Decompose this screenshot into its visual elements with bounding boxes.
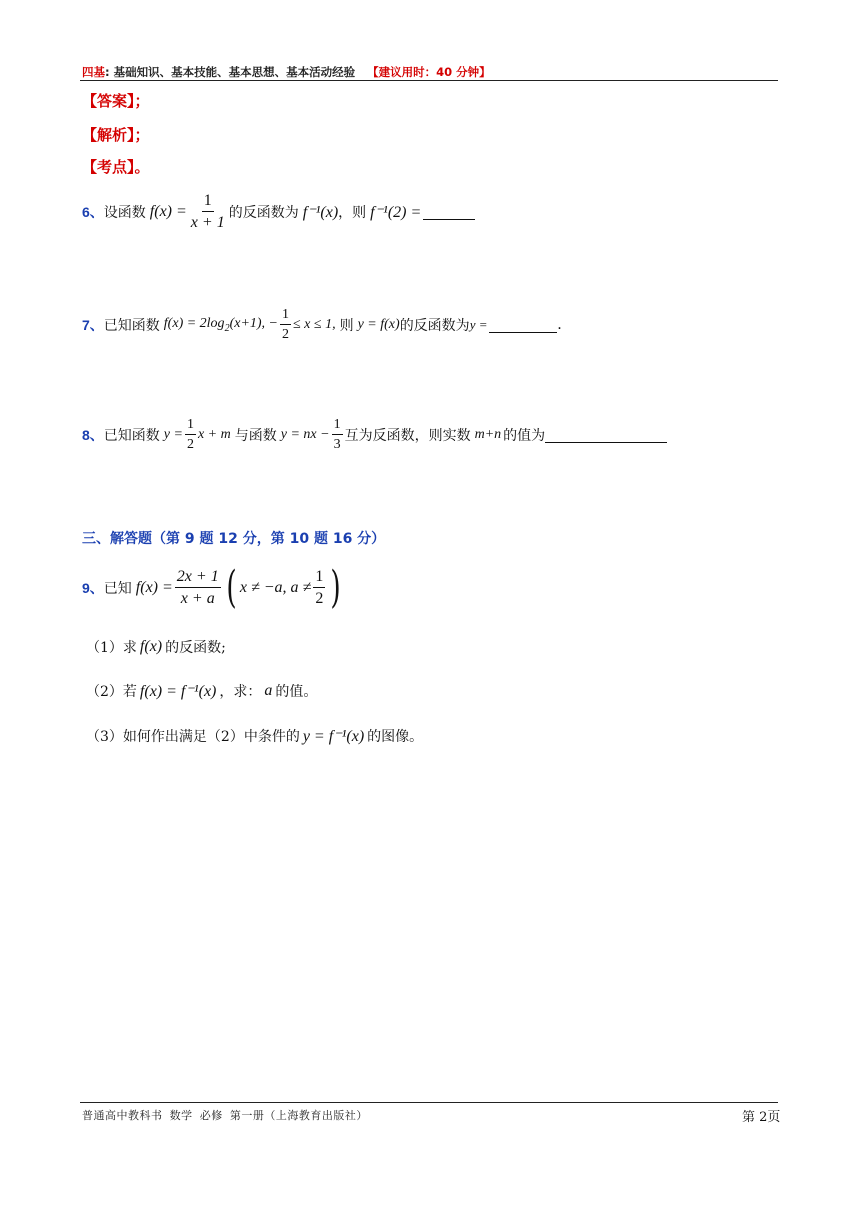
fraction [175, 569, 221, 607]
fraction-numerator: 1 [202, 193, 214, 212]
question-text: 的值为 [503, 428, 546, 444]
fraction-numerator: 2x + 1 [175, 569, 221, 588]
q9-part-3 [86, 726, 423, 746]
fraction-denominator: 2 [315, 590, 324, 607]
question-number: 6、 [82, 204, 104, 220]
header-colon: : [105, 65, 110, 79]
math-expr: y = f(x) [357, 317, 400, 332]
part-label: （3）如何作出满足（2）中条件的 [86, 729, 300, 745]
question-number: 7、 [82, 317, 104, 333]
part-label: （2）若 [86, 684, 137, 700]
part-label: （1）求 [86, 640, 137, 656]
question-6 [82, 193, 475, 231]
question-text: 互为反函数，则实数 [344, 428, 471, 444]
fraction [185, 418, 196, 452]
question-7 [82, 308, 561, 342]
math-expr: y = nx − [280, 427, 330, 442]
question-text: 设函数 [103, 205, 146, 221]
answer-label: 【答案】； [82, 92, 150, 110]
math-expr: y = [469, 317, 488, 332]
header-time-hint: 【建议用时：40 分钟】 [367, 65, 491, 79]
footer-book: 普通高中教科书 数学 必修 第一册（上海教育出版社） [82, 1109, 368, 1122]
math-expr: ≤ x ≤ 1, [293, 317, 336, 332]
math-expr: y = f⁻¹(x) [302, 728, 365, 745]
question-number: 8、 [82, 427, 104, 443]
page-number: 第 2页 [742, 1110, 781, 1125]
math-expr: f(x) = [135, 579, 173, 596]
question-text: 已知 [103, 581, 132, 597]
fraction-denominator: 3 [333, 437, 341, 452]
fraction [280, 308, 291, 342]
fraction-numerator: 1 [332, 418, 343, 435]
q9-part-2 [86, 681, 317, 701]
question-text: 已知函数 [103, 428, 160, 444]
left-paren: ( [226, 562, 237, 613]
answer-blank[interactable] [489, 318, 557, 333]
question-8 [82, 418, 667, 452]
keypoint-label: 【考点】。 [82, 158, 150, 176]
math-expr: f⁻¹(x) [302, 204, 339, 221]
answer-blank[interactable] [545, 428, 667, 443]
header-label: 四基 [82, 65, 105, 79]
math-expr: f⁻¹(2) = [370, 204, 422, 221]
math-expr: f(x) = f⁻¹(x) [139, 683, 217, 700]
footer-rule [80, 1102, 778, 1103]
fraction-denominator: x + 1 [190, 214, 225, 231]
question-text: 则 [339, 318, 354, 334]
fraction [332, 418, 343, 452]
question-text: 的反函数为 [399, 318, 470, 334]
part-text: 的反函数; [165, 640, 226, 656]
part-text: 的值。 [275, 684, 318, 700]
math-expr: y = [163, 427, 183, 442]
question-text: ，则 [338, 205, 367, 221]
right-paren: ) [330, 562, 342, 613]
fraction [313, 569, 325, 607]
math-expr: $f(x) = 2\log_2(x+1)$, − [163, 316, 278, 334]
part-text: 的图像。 [367, 729, 424, 745]
analysis-label: 【解析】； [82, 126, 150, 144]
fraction [189, 193, 227, 231]
condition-expr: x ≠ −a, a ≠ [239, 579, 312, 596]
question-number: 9、 [82, 580, 104, 596]
header-rule [80, 80, 778, 81]
math-var: a [264, 682, 273, 699]
question-text: 已知函数 [103, 318, 160, 334]
question-9 [82, 562, 345, 613]
section-heading: 三、解答题（第 9 题 12 分，第 10 题 16 分） [82, 531, 386, 547]
page-header [82, 64, 491, 80]
fraction-numerator: 1 [185, 418, 196, 435]
fraction-numerator: 1 [313, 569, 325, 588]
math-expr: x + m [197, 427, 231, 442]
question-text: 与函数 [234, 428, 277, 444]
fraction-denominator: x + a [180, 590, 215, 607]
answer-blank[interactable] [423, 205, 475, 220]
fraction-numerator: 1 [280, 308, 291, 325]
math-expr: f(x) = [149, 203, 187, 220]
fraction-denominator: 2 [282, 327, 289, 342]
q9-part-1 [86, 637, 226, 657]
part-text: ，求： [219, 684, 262, 700]
fraction-denominator: 2 [186, 437, 194, 452]
math-expr: m+n [474, 427, 502, 442]
math-expr: f(x) [139, 638, 163, 655]
period: . [557, 316, 562, 333]
question-text: 的反函数为 [228, 205, 299, 221]
header-items: 基础知识、基本技能、基本思想、基本活动经验 [113, 65, 356, 79]
